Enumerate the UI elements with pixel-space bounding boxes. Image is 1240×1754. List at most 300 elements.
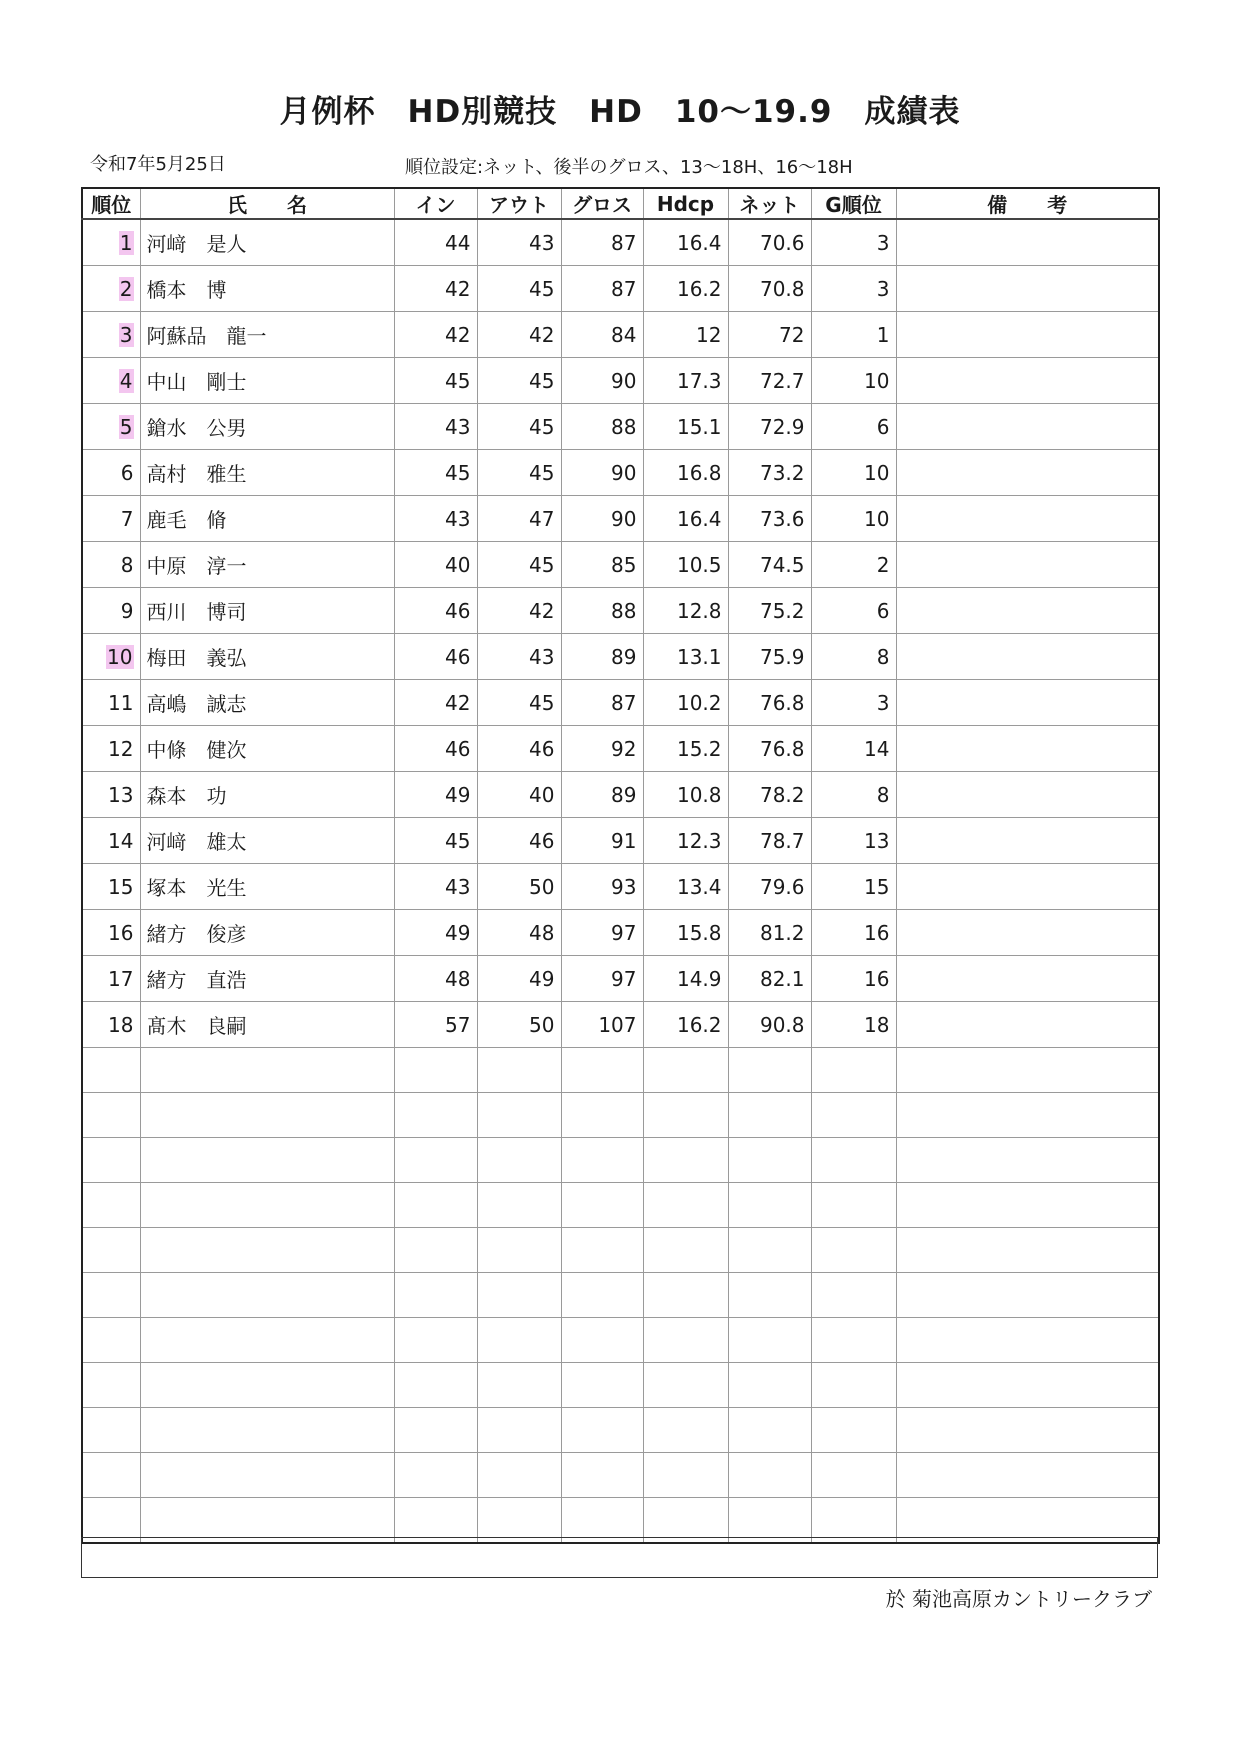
empty-cell [643, 1183, 728, 1228]
empty-cell [896, 1408, 1159, 1453]
rank-value: 9 [120, 598, 134, 623]
rank-value: 12 [108, 736, 134, 761]
table-row [82, 542, 1159, 588]
rank-value: 5 [119, 414, 133, 439]
hdcp-cell: 16.4 [643, 496, 728, 542]
empty-table-row [82, 1273, 1159, 1318]
empty-table-row [82, 1408, 1159, 1453]
g-rank-cell: 2 [811, 542, 896, 588]
hdcp-cell: 14.9 [643, 956, 728, 1002]
empty-cell [394, 1093, 477, 1138]
in-score-cell: 48 [394, 956, 477, 1002]
table-row [82, 910, 1159, 956]
empty-cell [643, 1093, 728, 1138]
empty-cell [82, 1273, 140, 1318]
hdcp-cell: 10.8 [643, 772, 728, 818]
table-row [82, 404, 1159, 450]
net-score-cell: 75.2 [728, 588, 811, 634]
empty-cell [394, 1228, 477, 1273]
rank-value: 3 [119, 322, 133, 347]
out-score-cell: 45 [477, 358, 561, 404]
empty-cell [896, 1228, 1159, 1273]
rank-cell [82, 910, 140, 956]
empty-cell [140, 1183, 394, 1228]
name-cell: 梅田 義弘 [140, 634, 394, 680]
rank-cell [82, 634, 140, 680]
g-rank-cell: 14 [811, 726, 896, 772]
in-score-cell: 43 [394, 404, 477, 450]
out-score-cell: 43 [477, 634, 561, 680]
rank-cell [82, 496, 140, 542]
gross-score-cell: 89 [561, 634, 643, 680]
out-score-cell: 46 [477, 726, 561, 772]
rank-cell [82, 956, 140, 1002]
venue-label: 於 菊池高原カントリークラブ [885, 1587, 1152, 1611]
out-score-cell: 43 [477, 219, 561, 266]
empty-cell [140, 1048, 394, 1093]
rank-value: 16 [108, 920, 134, 945]
empty-cell [561, 1228, 643, 1273]
out-score-cell: 50 [477, 1002, 561, 1048]
remarks-cell [896, 956, 1159, 1002]
empty-cell [140, 1363, 394, 1408]
empty-cell [82, 1183, 140, 1228]
remarks-cell [896, 772, 1159, 818]
net-score-cell: 74.5 [728, 542, 811, 588]
column-header-name: 氏 名 [140, 188, 394, 219]
in-score-cell: 42 [394, 266, 477, 312]
rank-value: 7 [120, 506, 134, 531]
gross-score-cell: 97 [561, 956, 643, 1002]
ranking-setting-label: 順位設定:ネット、後半のグロス、13～18H、16～18H [405, 157, 853, 178]
gross-score-cell: 91 [561, 818, 643, 864]
remarks-cell [896, 680, 1159, 726]
empty-cell [896, 1138, 1159, 1183]
g-rank-cell: 8 [811, 772, 896, 818]
empty-cell [394, 1318, 477, 1363]
hdcp-cell: 13.4 [643, 864, 728, 910]
empty-cell [82, 1048, 140, 1093]
empty-cell [728, 1093, 811, 1138]
gross-score-cell: 97 [561, 910, 643, 956]
empty-cell [643, 1228, 728, 1273]
empty-cell [477, 1138, 561, 1183]
empty-cell [811, 1273, 896, 1318]
in-score-cell: 42 [394, 312, 477, 358]
empty-cell [82, 1408, 140, 1453]
rank-value: 6 [120, 460, 134, 485]
date-label: 令和7年5月25日 [90, 154, 226, 175]
out-score-cell: 45 [477, 450, 561, 496]
in-score-cell: 42 [394, 680, 477, 726]
g-rank-cell: 10 [811, 358, 896, 404]
empty-cell [811, 1228, 896, 1273]
empty-cell [728, 1228, 811, 1273]
name-cell: 鎗水 公男 [140, 404, 394, 450]
empty-cell [643, 1273, 728, 1318]
column-header-gross: グロス [561, 188, 643, 219]
out-score-cell: 42 [477, 312, 561, 358]
name-cell: 緒方 直浩 [140, 956, 394, 1002]
column-header-remarks: 備 考 [896, 188, 1159, 219]
hdcp-cell: 16.2 [643, 266, 728, 312]
gross-score-cell: 107 [561, 1002, 643, 1048]
out-score-cell: 45 [477, 404, 561, 450]
net-score-cell: 78.7 [728, 818, 811, 864]
hdcp-cell: 16.8 [643, 450, 728, 496]
in-score-cell: 46 [394, 726, 477, 772]
rank-cell [82, 358, 140, 404]
in-score-cell: 44 [394, 219, 477, 266]
g-rank-cell: 1 [811, 312, 896, 358]
empty-cell [561, 1138, 643, 1183]
rank-cell [82, 726, 140, 772]
rank-cell [82, 312, 140, 358]
remarks-cell [896, 496, 1159, 542]
empty-cell [561, 1273, 643, 1318]
empty-table-row [82, 1228, 1159, 1273]
empty-cell [643, 1318, 728, 1363]
g-rank-cell: 3 [811, 680, 896, 726]
out-score-cell: 46 [477, 818, 561, 864]
table-row [82, 219, 1159, 266]
rank-cell [82, 818, 140, 864]
empty-cell [140, 1408, 394, 1453]
rank-value: 13 [108, 782, 134, 807]
gross-score-cell: 84 [561, 312, 643, 358]
empty-cell [82, 1318, 140, 1363]
table-row [82, 358, 1159, 404]
in-score-cell: 45 [394, 450, 477, 496]
empty-cell [394, 1183, 477, 1228]
in-score-cell: 45 [394, 358, 477, 404]
rank-value: 2 [119, 276, 133, 301]
remarks-cell [896, 542, 1159, 588]
gross-score-cell: 87 [561, 680, 643, 726]
in-score-cell: 46 [394, 634, 477, 680]
empty-cell [477, 1363, 561, 1408]
empty-cell [811, 1183, 896, 1228]
in-score-cell: 45 [394, 818, 477, 864]
column-header-in: イン [394, 188, 477, 219]
in-score-cell: 43 [394, 864, 477, 910]
net-score-cell: 72 [728, 312, 811, 358]
gross-score-cell: 87 [561, 266, 643, 312]
hdcp-cell: 13.1 [643, 634, 728, 680]
empty-cell [477, 1093, 561, 1138]
empty-cell [896, 1318, 1159, 1363]
name-cell: 鹿毛 脩 [140, 496, 394, 542]
rank-cell [82, 542, 140, 588]
empty-cell [477, 1183, 561, 1228]
results-body [82, 219, 1159, 1543]
hdcp-cell: 10.5 [643, 542, 728, 588]
g-rank-cell: 15 [811, 864, 896, 910]
name-cell: 橋本 博 [140, 266, 394, 312]
hdcp-cell: 12.8 [643, 588, 728, 634]
gross-score-cell: 88 [561, 404, 643, 450]
net-score-cell: 75.9 [728, 634, 811, 680]
empty-cell [477, 1453, 561, 1498]
empty-cell [896, 1453, 1159, 1498]
empty-cell [561, 1363, 643, 1408]
empty-cell [394, 1453, 477, 1498]
table-row [82, 266, 1159, 312]
remarks-cell [896, 818, 1159, 864]
remarks-cell [896, 219, 1159, 266]
empty-cell [896, 1363, 1159, 1408]
empty-cell [896, 1093, 1159, 1138]
results-table [81, 187, 1160, 1544]
table-row [82, 864, 1159, 910]
out-score-cell: 42 [477, 588, 561, 634]
table-row [82, 312, 1159, 358]
empty-cell [394, 1048, 477, 1093]
table-row [82, 772, 1159, 818]
g-rank-cell: 13 [811, 818, 896, 864]
remarks-cell [896, 450, 1159, 496]
note-box [81, 1537, 1158, 1578]
empty-cell [477, 1273, 561, 1318]
rank-value: 18 [108, 1012, 134, 1037]
in-score-cell: 57 [394, 1002, 477, 1048]
g-rank-cell: 10 [811, 450, 896, 496]
rank-cell [82, 266, 140, 312]
empty-cell [811, 1408, 896, 1453]
in-score-cell: 40 [394, 542, 477, 588]
empty-cell [643, 1363, 728, 1408]
hdcp-cell: 16.4 [643, 219, 728, 266]
rank-cell [82, 588, 140, 634]
empty-cell [728, 1363, 811, 1408]
net-score-cell: 78.2 [728, 772, 811, 818]
table-row [82, 588, 1159, 634]
g-rank-cell: 18 [811, 1002, 896, 1048]
column-header-hdcp: Hdcp [643, 188, 728, 219]
name-cell: 森本 功 [140, 772, 394, 818]
table-row [82, 956, 1159, 1002]
table-row [82, 496, 1159, 542]
empty-cell [82, 1138, 140, 1183]
empty-cell [643, 1453, 728, 1498]
empty-cell [140, 1228, 394, 1273]
rank-cell [82, 1002, 140, 1048]
net-score-cell: 90.8 [728, 1002, 811, 1048]
remarks-cell [896, 358, 1159, 404]
empty-cell [561, 1318, 643, 1363]
empty-cell [140, 1273, 394, 1318]
net-score-cell: 70.8 [728, 266, 811, 312]
name-cell: 緒方 俊彦 [140, 910, 394, 956]
empty-cell [561, 1093, 643, 1138]
empty-cell [477, 1048, 561, 1093]
remarks-cell [896, 312, 1159, 358]
name-cell: 阿蘇品 龍一 [140, 312, 394, 358]
rank-value: 11 [108, 690, 134, 715]
empty-cell [82, 1453, 140, 1498]
net-score-cell: 82.1 [728, 956, 811, 1002]
hdcp-cell: 12 [643, 312, 728, 358]
empty-cell [811, 1093, 896, 1138]
empty-table-row [82, 1138, 1159, 1183]
g-rank-cell: 6 [811, 404, 896, 450]
net-score-cell: 73.6 [728, 496, 811, 542]
column-header-out: アウト [477, 188, 561, 219]
g-rank-cell: 16 [811, 910, 896, 956]
gross-score-cell: 89 [561, 772, 643, 818]
hdcp-cell: 15.8 [643, 910, 728, 956]
empty-table-row [82, 1453, 1159, 1498]
name-cell: 中山 剛士 [140, 358, 394, 404]
table-row [82, 634, 1159, 680]
header-row [82, 188, 1159, 219]
g-rank-cell: 3 [811, 219, 896, 266]
empty-cell [561, 1453, 643, 1498]
out-score-cell: 50 [477, 864, 561, 910]
net-score-cell: 72.7 [728, 358, 811, 404]
empty-cell [728, 1453, 811, 1498]
g-rank-cell: 16 [811, 956, 896, 1002]
remarks-cell [896, 266, 1159, 312]
empty-cell [728, 1183, 811, 1228]
column-header-g-rank: G順位 [811, 188, 896, 219]
empty-cell [82, 1228, 140, 1273]
name-cell: 高村 雅生 [140, 450, 394, 496]
remarks-cell [896, 588, 1159, 634]
empty-cell [728, 1048, 811, 1093]
gross-score-cell: 85 [561, 542, 643, 588]
rank-cell [82, 680, 140, 726]
in-score-cell: 46 [394, 588, 477, 634]
table-row [82, 450, 1159, 496]
name-cell: 中條 健次 [140, 726, 394, 772]
rank-value: 17 [108, 966, 134, 991]
empty-cell [811, 1363, 896, 1408]
empty-cell [811, 1138, 896, 1183]
table-row [82, 726, 1159, 772]
empty-cell [477, 1318, 561, 1363]
empty-cell [896, 1048, 1159, 1093]
empty-cell [643, 1048, 728, 1093]
empty-cell [896, 1273, 1159, 1318]
remarks-cell [896, 404, 1159, 450]
remarks-cell [896, 1002, 1159, 1048]
remarks-cell [896, 726, 1159, 772]
hdcp-cell: 15.2 [643, 726, 728, 772]
gross-score-cell: 90 [561, 358, 643, 404]
empty-cell [82, 1093, 140, 1138]
hdcp-cell: 16.2 [643, 1002, 728, 1048]
empty-cell [561, 1183, 643, 1228]
empty-table-row [82, 1318, 1159, 1363]
gross-score-cell: 90 [561, 450, 643, 496]
rank-value: 15 [108, 874, 134, 899]
rank-value: 4 [119, 368, 133, 393]
empty-cell [811, 1048, 896, 1093]
empty-cell [394, 1363, 477, 1408]
remarks-cell [896, 634, 1159, 680]
hdcp-cell: 17.3 [643, 358, 728, 404]
rank-cell [82, 404, 140, 450]
in-score-cell: 49 [394, 910, 477, 956]
name-cell: 塚本 光生 [140, 864, 394, 910]
name-cell: 高嶋 誠志 [140, 680, 394, 726]
empty-cell [140, 1138, 394, 1183]
table-row [82, 818, 1159, 864]
hdcp-cell: 10.2 [643, 680, 728, 726]
empty-table-row [82, 1093, 1159, 1138]
table-row [82, 1002, 1159, 1048]
empty-cell [394, 1138, 477, 1183]
rank-value: 10 [107, 644, 133, 669]
net-score-cell: 70.6 [728, 219, 811, 266]
net-score-cell: 76.8 [728, 726, 811, 772]
empty-cell [896, 1183, 1159, 1228]
g-rank-cell: 8 [811, 634, 896, 680]
empty-table-row [82, 1363, 1159, 1408]
empty-cell [140, 1453, 394, 1498]
page-title: 月例杯 HD別競技 HD 10～19.9 成績表 [279, 94, 961, 130]
name-cell: 髙木 良嗣 [140, 1002, 394, 1048]
empty-cell [811, 1453, 896, 1498]
in-score-cell: 49 [394, 772, 477, 818]
table-row [82, 680, 1159, 726]
net-score-cell: 81.2 [728, 910, 811, 956]
empty-table-row [82, 1048, 1159, 1093]
rank-value: 14 [108, 828, 134, 853]
column-header-rank: 順位 [82, 188, 140, 219]
empty-cell [82, 1363, 140, 1408]
name-cell: 中原 淳一 [140, 542, 394, 588]
gross-score-cell: 92 [561, 726, 643, 772]
out-score-cell: 47 [477, 496, 561, 542]
out-score-cell: 45 [477, 266, 561, 312]
column-header-net: ネット [728, 188, 811, 219]
rank-cell [82, 864, 140, 910]
empty-cell [140, 1093, 394, 1138]
remarks-cell [896, 864, 1159, 910]
empty-cell [394, 1408, 477, 1453]
empty-cell [140, 1318, 394, 1363]
empty-cell [728, 1273, 811, 1318]
g-rank-cell: 3 [811, 266, 896, 312]
rank-cell [82, 219, 140, 266]
remarks-cell [896, 910, 1159, 956]
empty-cell [561, 1408, 643, 1453]
hdcp-cell: 15.1 [643, 404, 728, 450]
empty-cell [477, 1228, 561, 1273]
net-score-cell: 73.2 [728, 450, 811, 496]
out-score-cell: 49 [477, 956, 561, 1002]
empty-cell [394, 1273, 477, 1318]
empty-cell [643, 1138, 728, 1183]
empty-cell [728, 1138, 811, 1183]
empty-cell [477, 1408, 561, 1453]
out-score-cell: 40 [477, 772, 561, 818]
rank-value: 1 [119, 230, 133, 255]
in-score-cell: 43 [394, 496, 477, 542]
empty-cell [811, 1318, 896, 1363]
name-cell: 西川 博司 [140, 588, 394, 634]
rank-value: 8 [120, 552, 134, 577]
net-score-cell: 79.6 [728, 864, 811, 910]
out-score-cell: 45 [477, 680, 561, 726]
empty-cell [643, 1408, 728, 1453]
name-cell: 河﨑 是人 [140, 219, 394, 266]
empty-cell [728, 1318, 811, 1363]
rank-cell [82, 450, 140, 496]
rank-cell [82, 772, 140, 818]
